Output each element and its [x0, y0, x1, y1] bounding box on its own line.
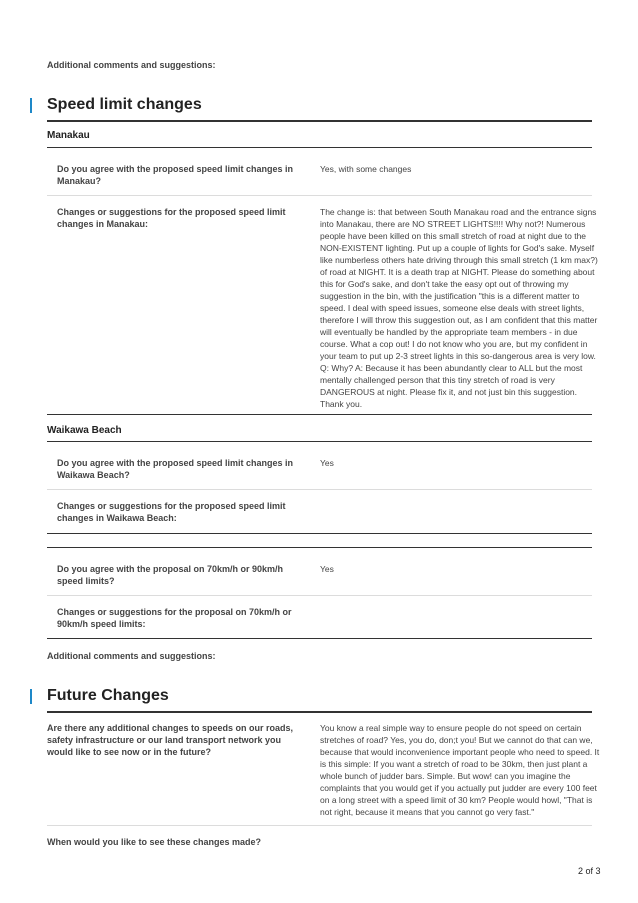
- section-divider: [47, 711, 592, 713]
- section-title-future-changes: Future Changes: [47, 687, 169, 704]
- question-waikawa-changes: Changes or suggestions for the proposed speed limit changes in Waikawa Beach:: [57, 501, 286, 523]
- subheading-divider: [47, 441, 592, 442]
- answer-manakau-agree: Yes, with some changes: [320, 164, 412, 174]
- subheading-waikawa-beach: Waikawa Beach: [47, 425, 122, 436]
- row-divider: [47, 638, 592, 639]
- question-when-changes: When would you like to see these changes made?: [47, 837, 262, 847]
- section-divider: [47, 120, 592, 122]
- question-manakau-agree: Do you agree with the proposed speed limit changes in Manakau?: [57, 164, 294, 186]
- question-future-changes: Are there any additional changes to speeds on our roads, safety infrastructure or our land transport network you would like to see now or in the future?: [47, 723, 294, 757]
- row-divider: [47, 414, 592, 415]
- answer-manakau-changes: The change is: that between South Manakau road and the entrance signs into Manakau, there are NO STREET LIGHTS!!!! Why not?! Numerous people have been killed on this small stretch of road at night due to the NON-EXISTENT lighting. Put up a couple of lights for God's sake. Myself like numberless others hate driving through this small stretch (1 km max?) of road at NIGHT. It is a death trap at NIGHT. Please do something about this for God's sake, and don't take the easy opt out of throwing my suggestion in the bin, with the justification "this is a different matter to speed. I deal with speed issues, someone else deals with street lights, therefore I will throw this suggestion out, as I am confident that this matter will eventually be handled by the appropriate team members - in due course. What a cop out! I do not know who you are, but my confident in your team to put up 2-3 street lights in this so-dangerous area is very low. Q: Why? A: Because it has been abundantly clear to ALL but the most mentally challenged person that this tiny stretch of road is very DANGEROUS at night. Please fix it, and not just bin this suggestion. Thank you.: [320, 207, 598, 409]
- row-divider: [47, 533, 592, 534]
- subheading-manakau: Manakau: [47, 130, 90, 141]
- row-divider: [47, 489, 592, 490]
- question-speed-limits-agree: Do you agree with the proposal on 70km/h or 90km/h speed limits?: [57, 564, 284, 586]
- subheading-divider: [47, 147, 592, 148]
- answer-waikawa-agree: Yes: [320, 458, 334, 468]
- row-divider: [47, 195, 592, 196]
- row-divider: [47, 547, 592, 548]
- additional-comments-label: Additional comments and suggestions:: [47, 651, 216, 661]
- row-divider: [47, 595, 592, 596]
- section-accent-bar: [30, 689, 32, 704]
- answer-speed-limits-agree: Yes: [320, 564, 334, 574]
- question-speed-limits-changes: Changes or suggestions for the proposal on 70km/h or 90km/h speed limits:: [57, 607, 292, 629]
- section-accent-bar: [30, 98, 32, 113]
- additional-comments-label-top: Additional comments and suggestions:: [47, 60, 216, 70]
- row-divider: [47, 825, 592, 826]
- page-number: 2 of 3: [578, 866, 601, 876]
- section-title-speed-limit-changes: Speed limit changes: [47, 96, 202, 113]
- question-waikawa-agree: Do you agree with the proposed speed limit changes in Waikawa Beach?: [57, 458, 294, 480]
- question-manakau-changes: Changes or suggestions for the proposed speed limit changes in Manakau:: [57, 207, 286, 229]
- answer-future-changes: You know a real simple way to ensure people do not speed on certain stretches of road? Yes, you do, don;t you! But we cannot do that can we, because that would inconvenience important people who need to speed. It is this simple: If you want a stretch of road to be 30km, then just plant a whole bunch of judder bars. Simple. But wow! can you imagine the complaints that you would get if you actually put judder are every 100 feet on a long street with a speed limit of 30 km? People would howl, "That is not right, because it means that you cannot go very fast.": [320, 723, 600, 817]
